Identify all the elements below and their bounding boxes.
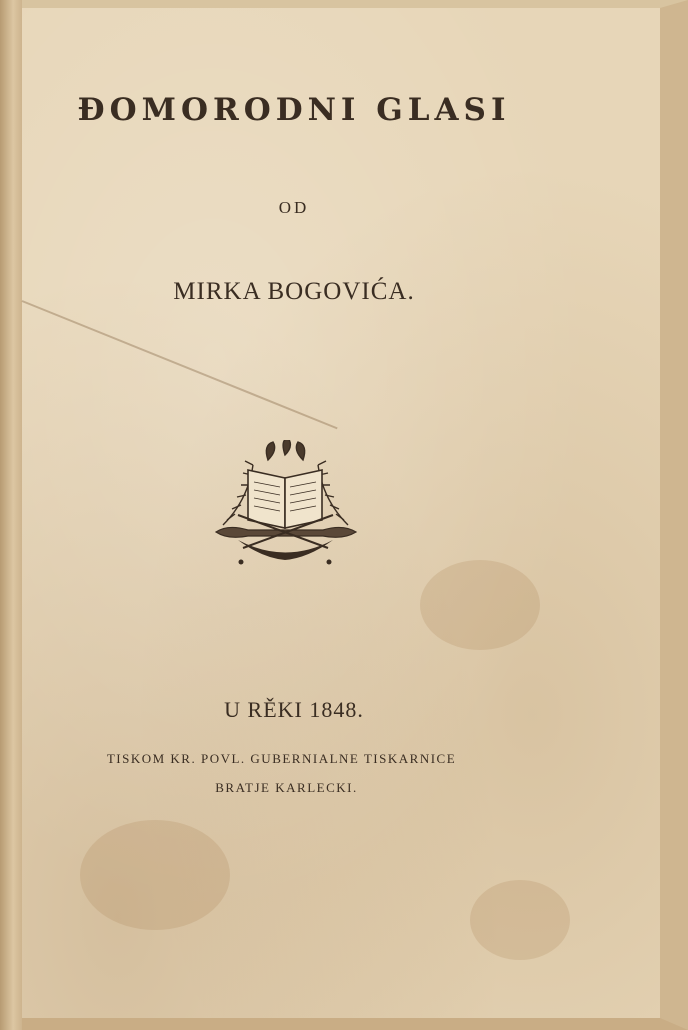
open-book-laurel-emblem-icon — [208, 440, 363, 570]
paper-stain — [420, 560, 540, 650]
paper-stain — [470, 880, 570, 960]
author-name: MIRKA BOGOVIĆA. — [173, 278, 415, 305]
book-spine — [0, 0, 22, 1030]
book-title: ĐOMORODNI GLASI — [77, 92, 511, 128]
place-and-year: U RĚKI 1848. — [224, 697, 364, 722]
by-label: OD — [278, 198, 310, 217]
paper-stain — [80, 820, 230, 930]
printer-line-1: TISKOM KR. POVL. GUBERNIALNE TISKARNICE — [106, 751, 457, 766]
printer-line-2: BRATJE KARLECKI. — [215, 780, 358, 795]
